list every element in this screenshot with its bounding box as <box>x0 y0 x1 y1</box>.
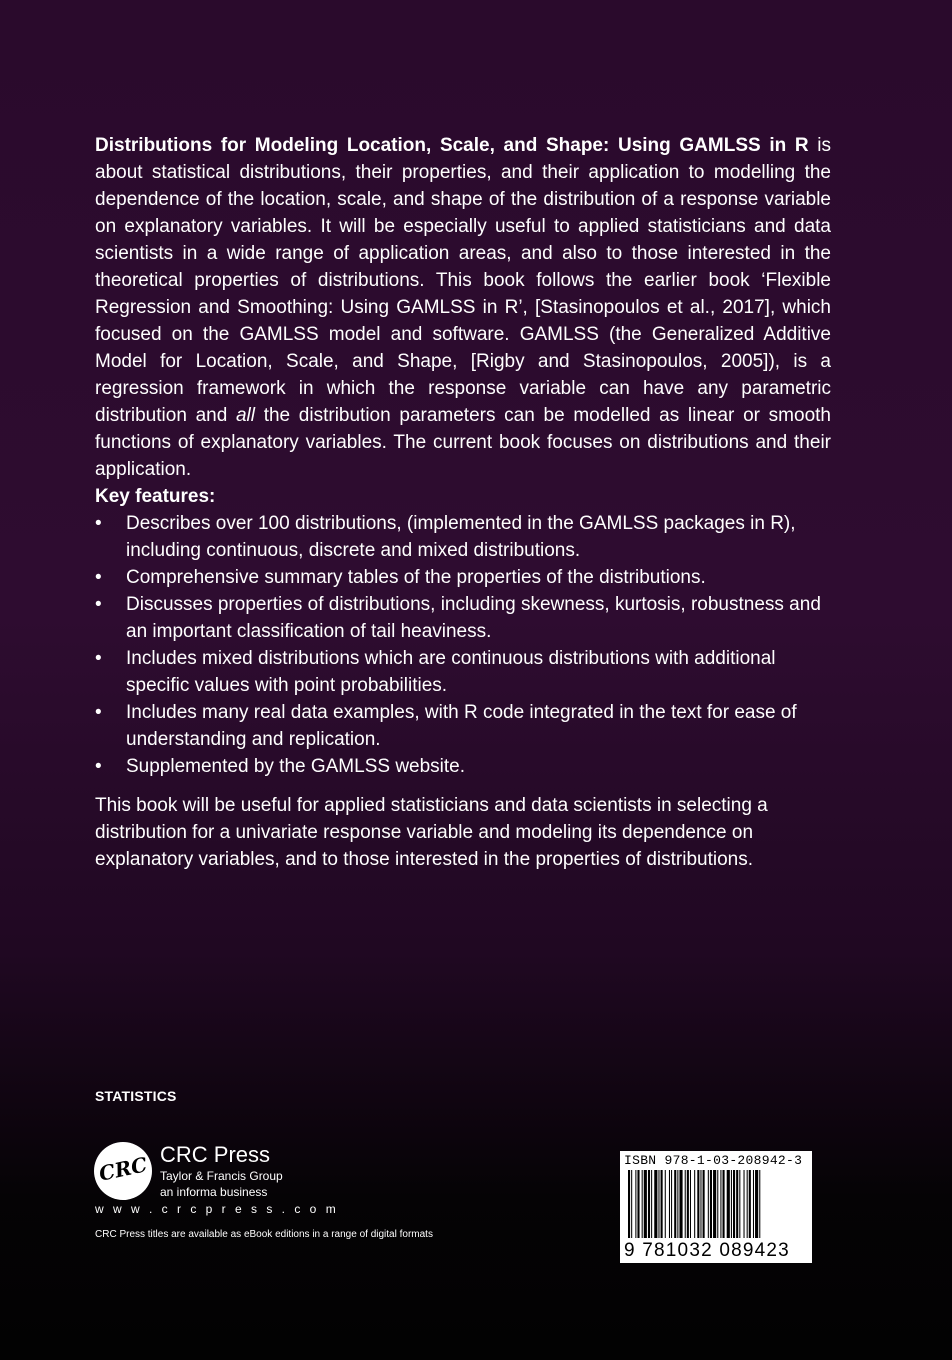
barcode-bar <box>736 1170 738 1238</box>
barcode-bar <box>749 1170 751 1238</box>
list-item: • Describes over 100 distributions, (implemented in the GAMLSS packages in R), including continuous, discrete and mixed distributions. <box>95 510 831 564</box>
barcode-bar <box>731 1170 732 1238</box>
barcode-bar <box>690 1170 691 1238</box>
barcode-bar <box>642 1170 643 1238</box>
publisher-url: w w w . c r c p r e s s . c o m <box>95 1202 339 1216</box>
barcode-bar <box>723 1170 725 1238</box>
barcode-bar <box>658 1170 659 1238</box>
barcode-bar <box>759 1170 760 1238</box>
barcode-bar <box>697 1170 699 1238</box>
intro-italic-word: all <box>235 405 255 426</box>
barcode-bar <box>648 1170 650 1238</box>
isbn-label: ISBN 978-1-03-208942-3 <box>624 1153 803 1168</box>
barcode-bar <box>710 1170 712 1238</box>
barcode-bar <box>674 1170 676 1238</box>
bullet-icon: • <box>95 648 102 669</box>
bullet-icon: • <box>95 594 102 615</box>
barcode-bar <box>700 1170 701 1238</box>
list-item: • Comprehensive summary tables of the properties of the distributions. <box>95 564 831 591</box>
publisher-name: CRC Press <box>160 1142 271 1167</box>
barcode-bar <box>708 1170 709 1238</box>
barcode-bar <box>677 1170 678 1238</box>
list-item: • Supplemented by the GAMLSS website. <box>95 753 831 780</box>
barcode-bar <box>635 1170 636 1238</box>
barcode-bar <box>654 1170 657 1238</box>
barcode-bar <box>669 1170 670 1238</box>
crc-logo-text: CRC <box>96 1152 150 1186</box>
barcode-bar <box>644 1170 647 1238</box>
feature-list <box>95 510 831 780</box>
barcode-bar <box>727 1170 730 1238</box>
publisher-tagline: an informa business <box>160 1185 268 1199</box>
barcode-bar <box>687 1170 689 1238</box>
ebook-note: CRC Press titles are available as eBook editions in a range of digital formats <box>95 1229 433 1240</box>
barcode-bar <box>637 1170 639 1238</box>
list-item: • Includes many real data examples, with R code integrated in the text for ease of understanding and replication. <box>95 699 831 753</box>
bullet-icon: • <box>95 756 102 777</box>
barcode-bars <box>626 1170 806 1240</box>
barcode-bar <box>744 1170 745 1238</box>
barcode-bar <box>671 1170 672 1238</box>
barcode-bar <box>651 1170 652 1238</box>
barcode-bar <box>703 1170 705 1238</box>
isbn-barcode <box>620 1151 812 1263</box>
publisher-group: Taylor & Francis Group <box>160 1169 283 1183</box>
barcode-bar <box>665 1170 666 1238</box>
barcode-bar <box>747 1170 748 1238</box>
barcode-bar <box>694 1170 695 1238</box>
barcode-bar <box>713 1170 716 1238</box>
bullet-icon: • <box>95 702 102 723</box>
subject-category: STATISTICS <box>95 1088 177 1104</box>
bullet-icon: • <box>95 567 102 588</box>
barcode-bar <box>717 1170 718 1238</box>
barcode-bar <box>739 1170 740 1238</box>
back-cover-blurb <box>95 132 831 873</box>
book-title: Distributions for Modeling Location, Scale, and Shape: Using GAMLSS in R <box>95 135 809 156</box>
intro-text-part2: the distribution parameters can be modelled as linear or smooth functions of explanatory variables. The current book focuses on distributions and their application. <box>95 405 831 480</box>
barcode-bar <box>720 1170 721 1238</box>
barcode-bar <box>753 1170 754 1238</box>
barcode-digits: 9 781032 089423 <box>624 1240 790 1261</box>
list-item: • Includes mixed distributions which are continuous distributions with additional specific values with point probabilities. <box>95 645 831 699</box>
barcode-bar <box>733 1170 735 1238</box>
list-item: • Discusses properties of distributions, including skewness, kurtosis, robustness and an important classification of tail heaviness. <box>95 591 831 645</box>
barcode-bar <box>685 1170 686 1238</box>
key-features-heading: Key features: <box>95 486 216 507</box>
closing-paragraph: This book will be useful for applied statisticians and data scientists in selecting a distribution for a univariate response variable and modeling its dependence on explanatory variables, and to those interested in the properties of distributions. <box>95 795 768 870</box>
intro-text-part1: is about statistical distributions, their properties, and their application to modelling the dependence of the location, scale, and shape of the distribution of a response variable on explanatory variables. It will be especially useful to applied statisticians and data scientists in a wide range of application areas, and also to those interested in the theoretical properties of distributions. This book follows the earlier book ‘Flexible Regression and Smoothing: Using GAMLSS in R’, [Stasinopoulos et al., 2017], which focused on the GAMLSS model and software. GAMLSS (the Generalized Additive Model for Location, Scale, and Shape, [Rigby and Stasinopoulos, 2005]), is a regression framework in which the response variable can have any parametric distribution and <box>95 135 831 426</box>
barcode-bar <box>628 1170 630 1238</box>
barcode-bar <box>661 1170 663 1238</box>
barcode-bar <box>679 1170 682 1238</box>
crc-logo <box>94 1142 152 1200</box>
bullet-icon: • <box>95 513 102 534</box>
intro-paragraph <box>95 132 831 483</box>
barcode-bar <box>631 1170 632 1238</box>
barcode-bar <box>755 1170 758 1238</box>
